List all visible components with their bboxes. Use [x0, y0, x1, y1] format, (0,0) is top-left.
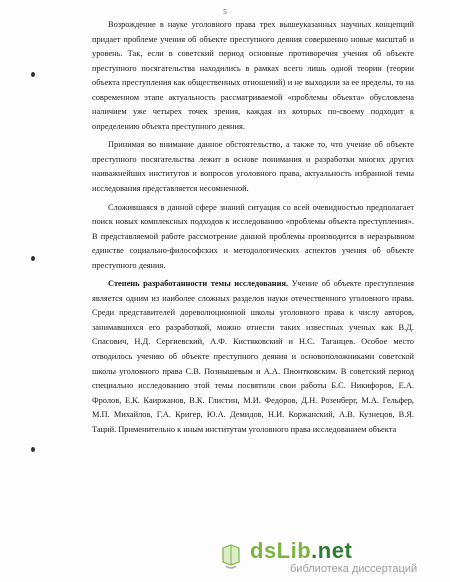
margin-mark [31, 72, 35, 77]
paragraph: Принимая во внимание данное обстоятельство, а также то, что учение об объекте преступного посягательства лежит в основе понимания и разработки многих других наиважнейших институтов и вопросов уголовного права, актуальность избранной темы исследования представляется несомненной. [92, 140, 414, 194]
section-heading: Степень разработанности темы исследования. [108, 279, 289, 289]
book-hand-icon [220, 542, 242, 570]
watermark-brand [250, 538, 352, 564]
brand-suffix: .net [311, 538, 353, 563]
watermark-subtitle: библиотека диссертаций [290, 563, 418, 575]
brand-prefix: dsLib [250, 538, 312, 563]
watermark [220, 538, 440, 576]
paragraph: Возрождение в науке уголовного права трех вышеуказанных научных концепций придает проблеме учения об объекте преступного деяния совершенно новые масштаб и уровень. Так, если в советский период основные противоречия учения об объекте преступного посягательства находились в рамках всего лишь одной теории (теории объекта преступления как общественных отношений) и не выходили за ее пределы, то на современном этапе актуальность рассматриваемой «проблемы объекта» обусловлена наличием уже четырех точек зрения, каждая из которых по-своему подходит к определению объекта преступного деяния. [92, 20, 414, 131]
margin-mark [31, 447, 35, 452]
page-number: 5 [223, 8, 227, 16]
paragraph: Сложившаяся в данной сфере знаний ситуация со всей очевидностью предполагает поиск новых комплексных подходов к исследованию «проблемы объекта преступления». В представляемой работе рассмотрение данной проблемы производится в неразрывном единстве социально-философских и методологических аспектов учения об объекте преступного деяния. [92, 202, 414, 270]
paragraph-text: Учение об объекте преступления является одним из наиболее сложных разделов науки отечественного уголовного права. Среди представителей дореволюционной школы уголовного права к числу авторов, занимавшихся его разработкой, можно отнести таких известных ученых как В.Д. Спасович, Н.Д. Сергиевский, А.Ф. Кистяковский и Н.С. Таганцев. Особое место отводилось учению об объекте преступного деяния и основоположниками советской школы уголовного права С.В. Познышевым и А.А. Пионтковским. В советский период специально исследованию этой темы посвятили свои работы Б.С. Никифоров, Е.А. Фролов, Е.К. Каиржанов, В.К. Глистин, М.И. Федоров, Д.Н. Розенберг, М.А. Гельфер, М.П. Михайлов, Г.А. Кригер, Ю.А. Демидов, Н.И. Коржанский, А.В. Кузнецов, В.Я. Таций. Применительно к иным институтам уголовного права исследованием объекта [92, 279, 415, 434]
margin-mark [31, 256, 35, 261]
paragraph-degree [92, 277, 414, 437]
body-text [92, 18, 414, 441]
